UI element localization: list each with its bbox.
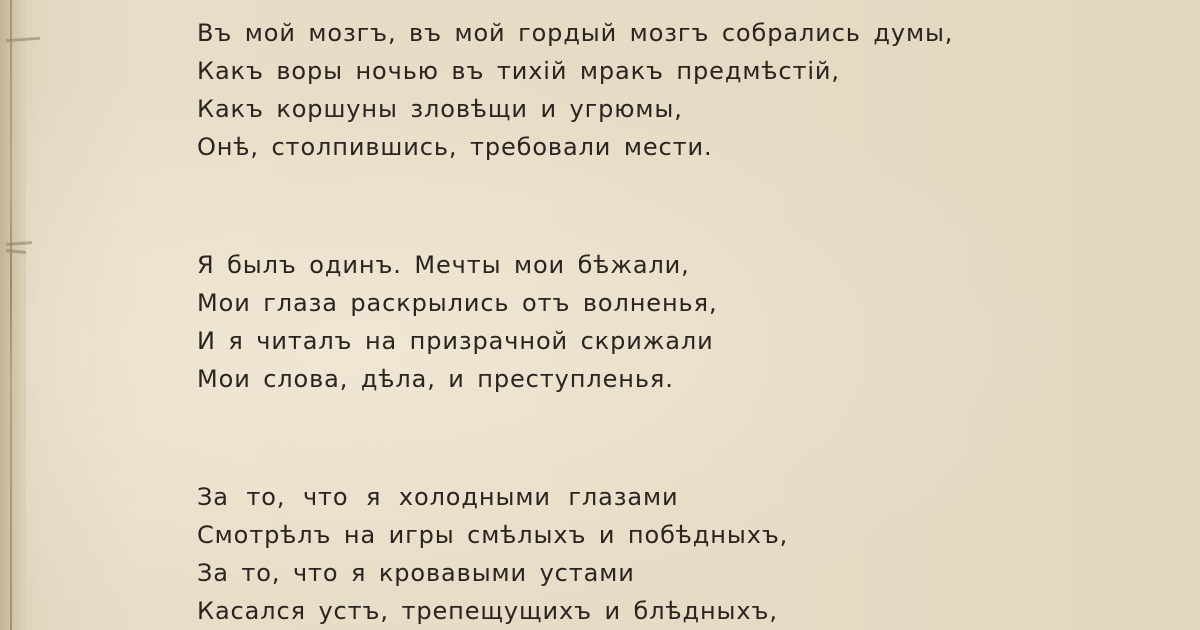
poem-text	[197, 14, 1097, 630]
poem-line: Онѣ, столпившись, требовали мести.	[197, 133, 713, 161]
poem-line: Какъ воры ночью въ тихій мракъ предмѣстій,	[197, 57, 840, 85]
poem-line: За то, что я кровавыми устами	[197, 559, 635, 587]
binding-edge	[10, 0, 12, 630]
poem-line: Касался устъ, трепещущихъ и блѣдныхъ,	[197, 597, 778, 625]
poem-line: Мои слова, дѣла, и преступленья.	[197, 365, 674, 393]
poem-line: Мои глаза раскрылись отъ волненья,	[197, 289, 718, 317]
page-gutter	[0, 0, 26, 630]
stanza	[197, 478, 1097, 630]
poem-line: Я былъ одинъ. Мечты мои бѣжали,	[197, 251, 690, 279]
poem-line: Въ мой мозгъ, въ мой гордый мозгъ собрались думы,	[197, 19, 954, 47]
poem-line: Смотрѣлъ на игры смѣлыхъ и побѣдныхъ,	[197, 521, 789, 549]
poem-line: И я читалъ на призрачной скрижали	[197, 327, 714, 355]
stanza	[197, 246, 1097, 398]
poem-line: Какъ коршуны зловѣщи и угрюмы,	[197, 95, 683, 123]
stanza	[197, 14, 1097, 166]
poem-line: За то, что я холодными глазами	[197, 483, 679, 511]
